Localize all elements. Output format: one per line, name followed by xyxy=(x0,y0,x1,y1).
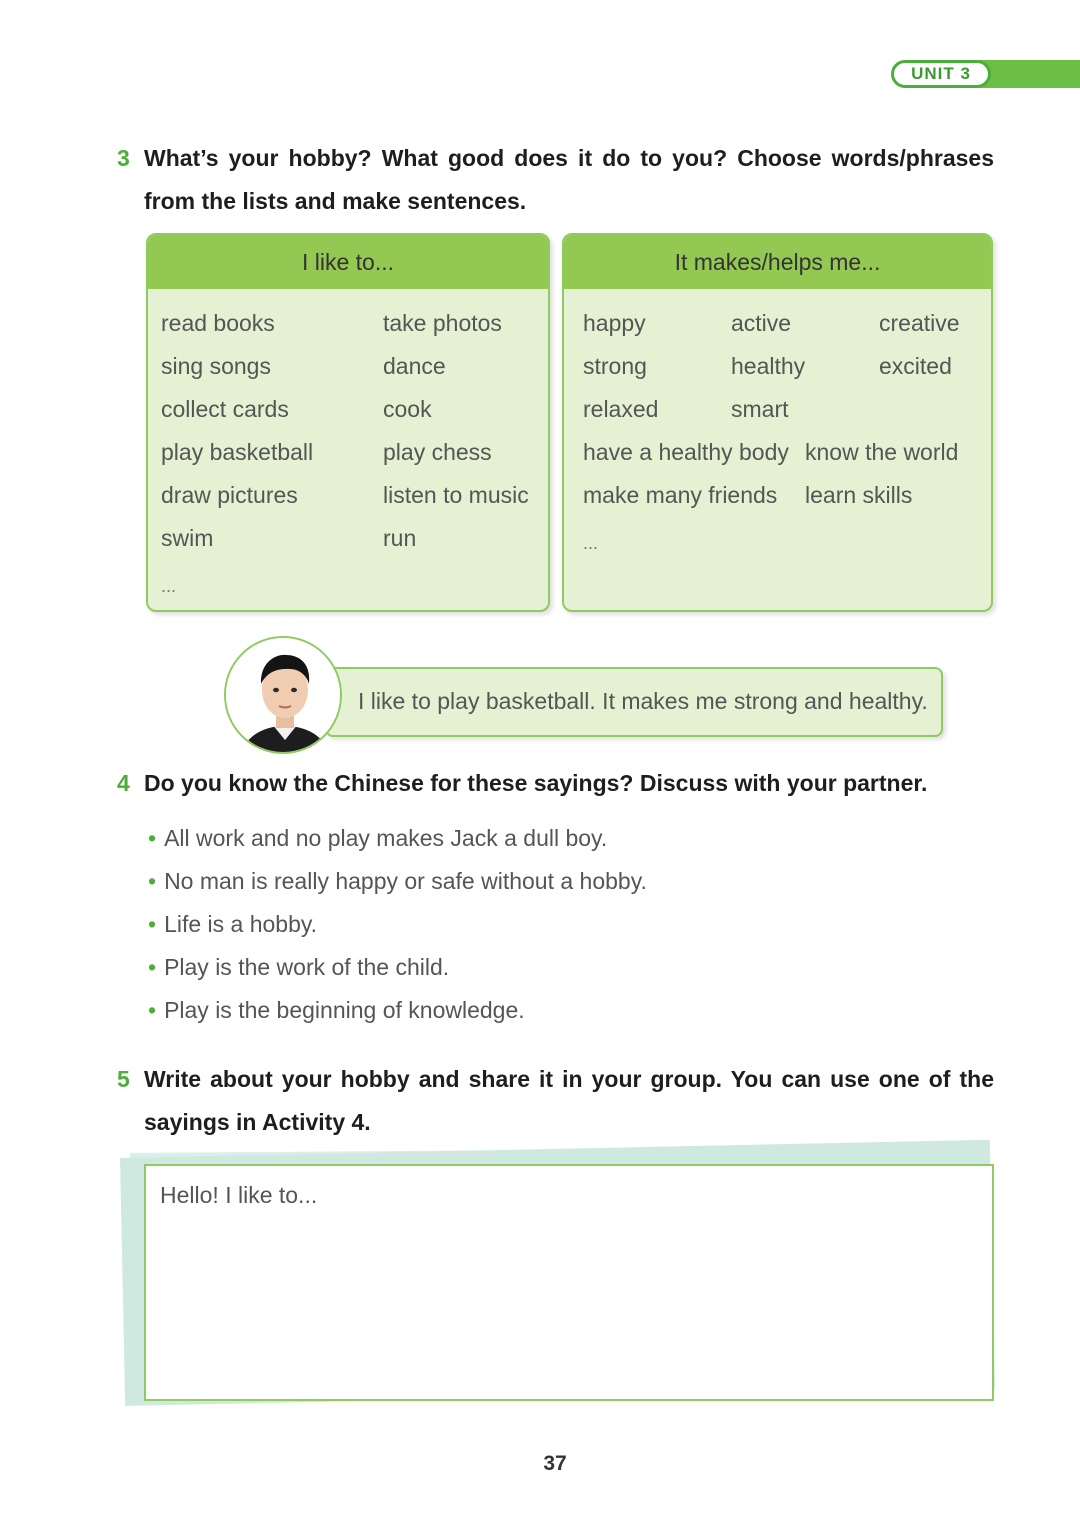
benefit-phrase: make many friends xyxy=(583,482,778,508)
page-number: 37 xyxy=(543,1452,567,1475)
benefit-word: healthy xyxy=(731,353,806,379)
activity-4-number: 4 xyxy=(117,770,130,796)
activity-5-number: 5 xyxy=(117,1066,130,1092)
hobby-word: sing songs xyxy=(161,353,271,379)
activity-3-prompt-line-2: from the lists and make sentences. xyxy=(144,188,527,214)
hobby-word: swim xyxy=(161,525,214,551)
student-portrait-icon xyxy=(226,638,342,754)
example-sentence: I like to play basketball. It makes me strong and healthy. xyxy=(358,688,928,714)
activity-3-number: 3 xyxy=(117,145,130,171)
bullet-icon: • xyxy=(148,997,157,1023)
benefit-word: strong xyxy=(583,353,647,379)
benefit-phrase: learn skills xyxy=(805,482,913,508)
bullet-icon: • xyxy=(148,954,157,980)
benefit-word: excited xyxy=(879,353,952,379)
hobby-word: play chess xyxy=(383,439,492,465)
hobby-box-heading: I like to... xyxy=(148,235,548,289)
benefit-phrase: have a healthy body xyxy=(583,439,789,465)
activity-3-prompt-line-1: What’s your hobby? What good does it do to you? Choose words/phrases xyxy=(144,145,994,171)
hobby-word: read books xyxy=(161,310,275,336)
benefit-word: creative xyxy=(879,310,960,336)
hobby-word: dance xyxy=(383,353,446,379)
saying-item: • No man is really happy or safe without a hobby. xyxy=(148,868,647,894)
saying-item: • Life is a hobby. xyxy=(148,911,318,937)
activity-4-prompt: Do you know the Chinese for these sayings? Discuss with your partner. xyxy=(144,770,928,796)
hobby-word: cook xyxy=(383,396,432,422)
saying-item: • Play is the work of the child. xyxy=(148,954,450,980)
activity-5-prompt-line-1: Write about your hobby and share it in your group. You can use one of the xyxy=(144,1066,994,1092)
benefit-word: active xyxy=(731,310,792,336)
hobby-word: play basketball xyxy=(161,439,314,465)
hobby-word: listen to music xyxy=(383,482,529,508)
benefit-more: ... xyxy=(583,533,599,553)
benefit-box-heading: It makes/helps me... xyxy=(564,235,991,289)
bullet-icon: • xyxy=(148,825,157,851)
hobby-word: take photos xyxy=(383,310,502,336)
bullet-icon: • xyxy=(148,911,157,937)
saying-item: • Play is the beginning of knowledge. xyxy=(148,997,525,1023)
benefit-word: smart xyxy=(731,396,789,422)
activity-5-prompt-line-2: sayings in Activity 4. xyxy=(144,1109,371,1135)
benefit-word: happy xyxy=(583,310,646,336)
student-avatar xyxy=(224,636,342,754)
benefit-word: relaxed xyxy=(583,396,659,422)
bullet-icon: • xyxy=(148,868,157,894)
saying-item: • All work and no play makes Jack a dull boy. xyxy=(148,825,608,851)
hobby-more: ... xyxy=(161,576,177,596)
unit-label: UNIT 3 xyxy=(891,60,991,88)
benefit-phrase: know the world xyxy=(805,439,959,465)
hobby-word: draw pictures xyxy=(161,482,298,508)
hobby-word: run xyxy=(383,525,417,551)
writing-starter: Hello! I like to... xyxy=(160,1182,318,1208)
hobby-word: collect cards xyxy=(161,396,289,422)
